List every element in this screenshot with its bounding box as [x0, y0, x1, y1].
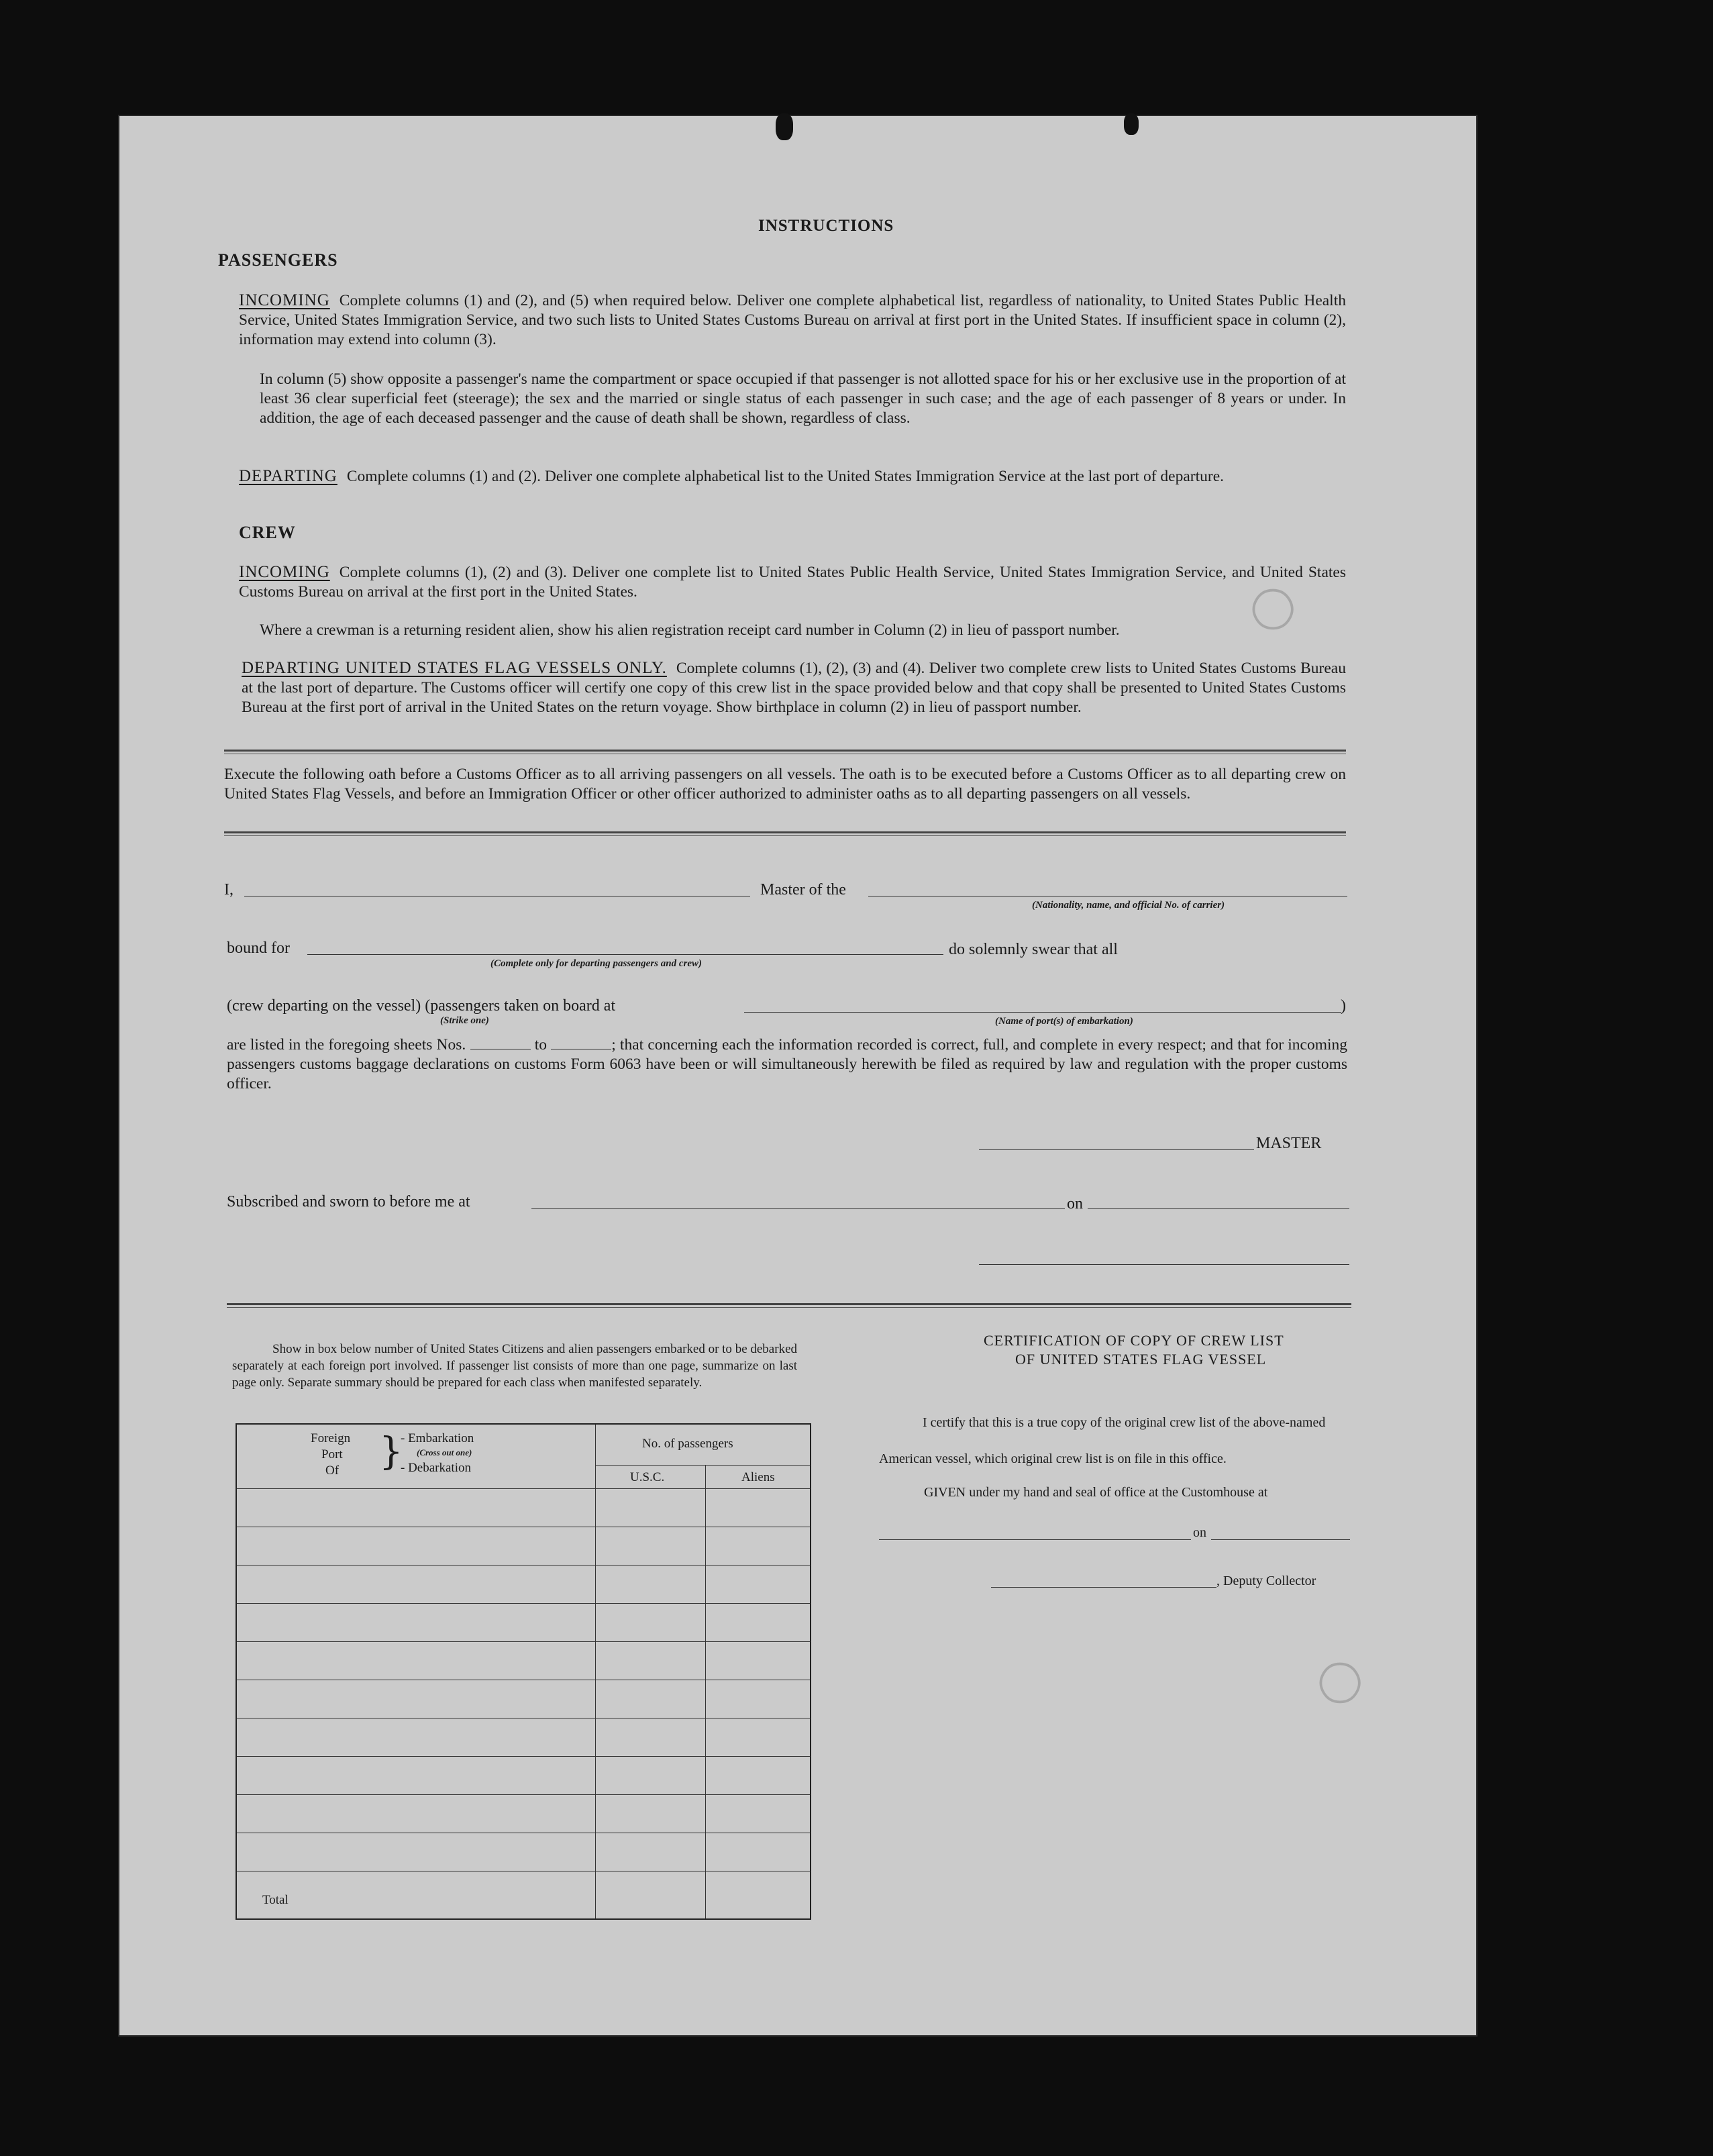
subscribed-on-label: on: [1067, 1195, 1083, 1213]
table-row-divider: [237, 1603, 810, 1604]
certify-line1: I certify that this is a true copy of the original crew list of the above-named: [923, 1415, 1326, 1430]
carrier-note: (Nationality, name, and official No. of carrier): [1032, 900, 1225, 911]
oath-i-label: I,: [224, 881, 233, 899]
aliens-label: Aliens: [741, 1470, 775, 1484]
embarkation-label: - Embarkation: [401, 1431, 474, 1445]
crew-incoming-lead: INCOMING: [239, 563, 330, 581]
certify-line2: American vessel, which original crew list is on file in this office.: [879, 1451, 1227, 1466]
certification-title-line2: OF UNITED STATES FLAG VESSEL: [1015, 1351, 1267, 1368]
subscribed-place-line[interactable]: [531, 1208, 1065, 1209]
table-row-divider: [237, 1756, 810, 1757]
crew-heading: CREW: [239, 523, 296, 542]
certification-title-line1: CERTIFICATION OF COPY OF CREW LIST: [984, 1332, 1284, 1349]
staple-mark: [1124, 113, 1139, 135]
usc-label: U.S.C.: [630, 1470, 665, 1484]
port-label: Port: [321, 1447, 343, 1461]
certification-date-line[interactable]: [1211, 1539, 1350, 1540]
officer-signature-line[interactable]: [979, 1264, 1349, 1265]
master-signature-line[interactable]: [979, 1149, 1254, 1150]
column-divider: [595, 1425, 596, 1918]
customhouse-line[interactable]: [879, 1539, 1191, 1540]
column-divider: [705, 1465, 706, 1918]
listed-rest: ; that concerning each the information recorded is correct, full, and complete in every respect; and that for incoming passengers customs baggage declarations on customs Form 6063 have been or will simultaneously herewith be filed as required by law and regulation with the proper customs officer.: [227, 1036, 1348, 1092]
subscribed-date-line[interactable]: [1088, 1208, 1349, 1209]
crew-departing-paragraph: [242, 658, 1346, 717]
bleed-through-mark: ◯: [1252, 586, 1300, 632]
sheets-paragraph: [227, 1035, 1347, 1094]
bleed-through-mark: ◯: [1319, 1660, 1367, 1706]
form-page: [119, 116, 1476, 2035]
crew-departing-text: Complete columns (1), (2), (3) and (4). Deliver two complete crew lists to United States Customs Bureau at the last port of departure. The Customs officer will certify one copy of this crew list in the space provided below and that copy shall be presented to United States Customs Bureau at the first port of arrival in the United States on the return voyage. Show birthplace in column (2) in lieu of passport number.: [242, 660, 1346, 716]
passengers-departing-text: Complete columns (1) and (2). Deliver one complete alphabetical list to the United States Immigration Service at the last port of departure.: [346, 468, 1224, 485]
crew-resident-paragraph: Where a crewman is a returning resident alien, show his alien registration receipt card number in Column (2) in lieu of passport number.: [260, 621, 1120, 639]
header-bottom: [237, 1488, 810, 1489]
total-label: Total: [262, 1893, 289, 1907]
cross-out-note: (Cross out one): [417, 1447, 472, 1457]
table-row-divider: [237, 1794, 810, 1795]
column5-paragraph: In column (5) show opposite a passenger's name the compartment or space occupied if that passenger is not allotted space for his or her exclusive use in the proportion of at least 36 clear superficial feet (steerage); the sex and the married or single status of each passenger in such case; and the age of each passenger of 8 years or under. In addition, the age of each deceased passenger and the cause of death shall be shown, regardless of class.: [260, 370, 1346, 427]
page-title: INSTRUCTIONS: [758, 217, 894, 235]
section-divider: [227, 1303, 1351, 1308]
oath-intro: Execute the following oath before a Customs Officer as to all arriving passengers on all vessels. The oath is to be executed before a Customs Officer as to all departing crew on United States Flag Vessels, and before an Immigration Officer or other officer authorized to administer oaths as to all departing passengers on all vessels.: [224, 766, 1346, 803]
master-of-the-label: Master of the: [760, 881, 846, 899]
strike-one-note: (Strike one): [440, 1015, 489, 1026]
bound-for-label: bound for: [227, 939, 290, 957]
debarkation-label: - Debarkation: [401, 1461, 471, 1475]
swear-label: do solemnly swear that all: [949, 941, 1118, 958]
section-divider: [224, 831, 1346, 836]
complete-only-note: (Complete only for departing passengers and crew): [490, 958, 702, 969]
crew-departing-lead: DEPARTING UNITED STATES FLAG VESSELS ONLY.: [242, 659, 667, 677]
summary-note: Show in box below number of United States Citizens and alien passengers embarked or to be debarked separately at each foreign port involved. If passenger list consists of more than one page, summarize on last page only. Separate summary should be prepared for each class when manifested separately.: [232, 1342, 797, 1390]
sheet-from-field[interactable]: [470, 1035, 531, 1049]
brace-icon: }: [379, 1430, 403, 1474]
to-label: to: [534, 1036, 547, 1054]
deputy-collector-label: , Deputy Collector: [1216, 1574, 1316, 1588]
header-divider: [595, 1465, 810, 1466]
bound-for-line[interactable]: [307, 954, 943, 955]
summary-table: [236, 1423, 811, 1920]
table-row-divider: [237, 1641, 810, 1642]
ports-note: (Name of port(s) of embarkation): [995, 1016, 1133, 1027]
given-line: GIVEN under my hand and seal of office at the Customhouse at: [924, 1485, 1268, 1500]
foreign-label: Foreign: [311, 1431, 351, 1445]
sheet-to-field[interactable]: [551, 1035, 611, 1049]
deputy-collector-line[interactable]: [991, 1587, 1216, 1588]
passengers-heading: PASSENGERS: [218, 250, 338, 270]
passengers-departing-lead: DEPARTING: [239, 467, 338, 485]
crew-incoming-text: Complete columns (1), (2) and (3). Deliver one complete list to United States Public Health Service, United States Immigration Service, and United States Customs Bureau on arrival at the first port in the United States.: [239, 564, 1346, 601]
of-label: Of: [325, 1464, 340, 1478]
close-paren: ): [1341, 997, 1346, 1015]
listed-prefix: are listed in the foregoing sheets Nos.: [227, 1036, 466, 1054]
crew-departing-label: (crew departing on the vessel) (passengers taken on board at: [227, 997, 616, 1015]
passengers-incoming-text: Complete columns (1) and (2), and (5) when required below. Deliver one complete alphabetical list, regardless of nationality, to United States Public Health Service, United States Immigration Service, and two such lists to United States Customs Bureau on arrival at first port in the United States. If insufficient space in column (2), information may extend into column (3).: [239, 292, 1346, 348]
section-divider: [224, 750, 1346, 754]
staple-mark: [776, 113, 793, 140]
embarkation-ports-line[interactable]: [744, 1012, 1341, 1013]
certification-on-label: on: [1193, 1525, 1206, 1540]
no-of-passengers-label: No. of passengers: [642, 1437, 733, 1451]
passengers-incoming-paragraph: [239, 291, 1346, 350]
crew-incoming-paragraph: [239, 562, 1346, 602]
passengers-incoming-lead: INCOMING: [239, 291, 330, 309]
subscribed-label: Subscribed and sworn to before me at: [227, 1193, 470, 1211]
master-label: MASTER: [1256, 1135, 1322, 1152]
passengers-departing-paragraph: [239, 466, 1346, 486]
